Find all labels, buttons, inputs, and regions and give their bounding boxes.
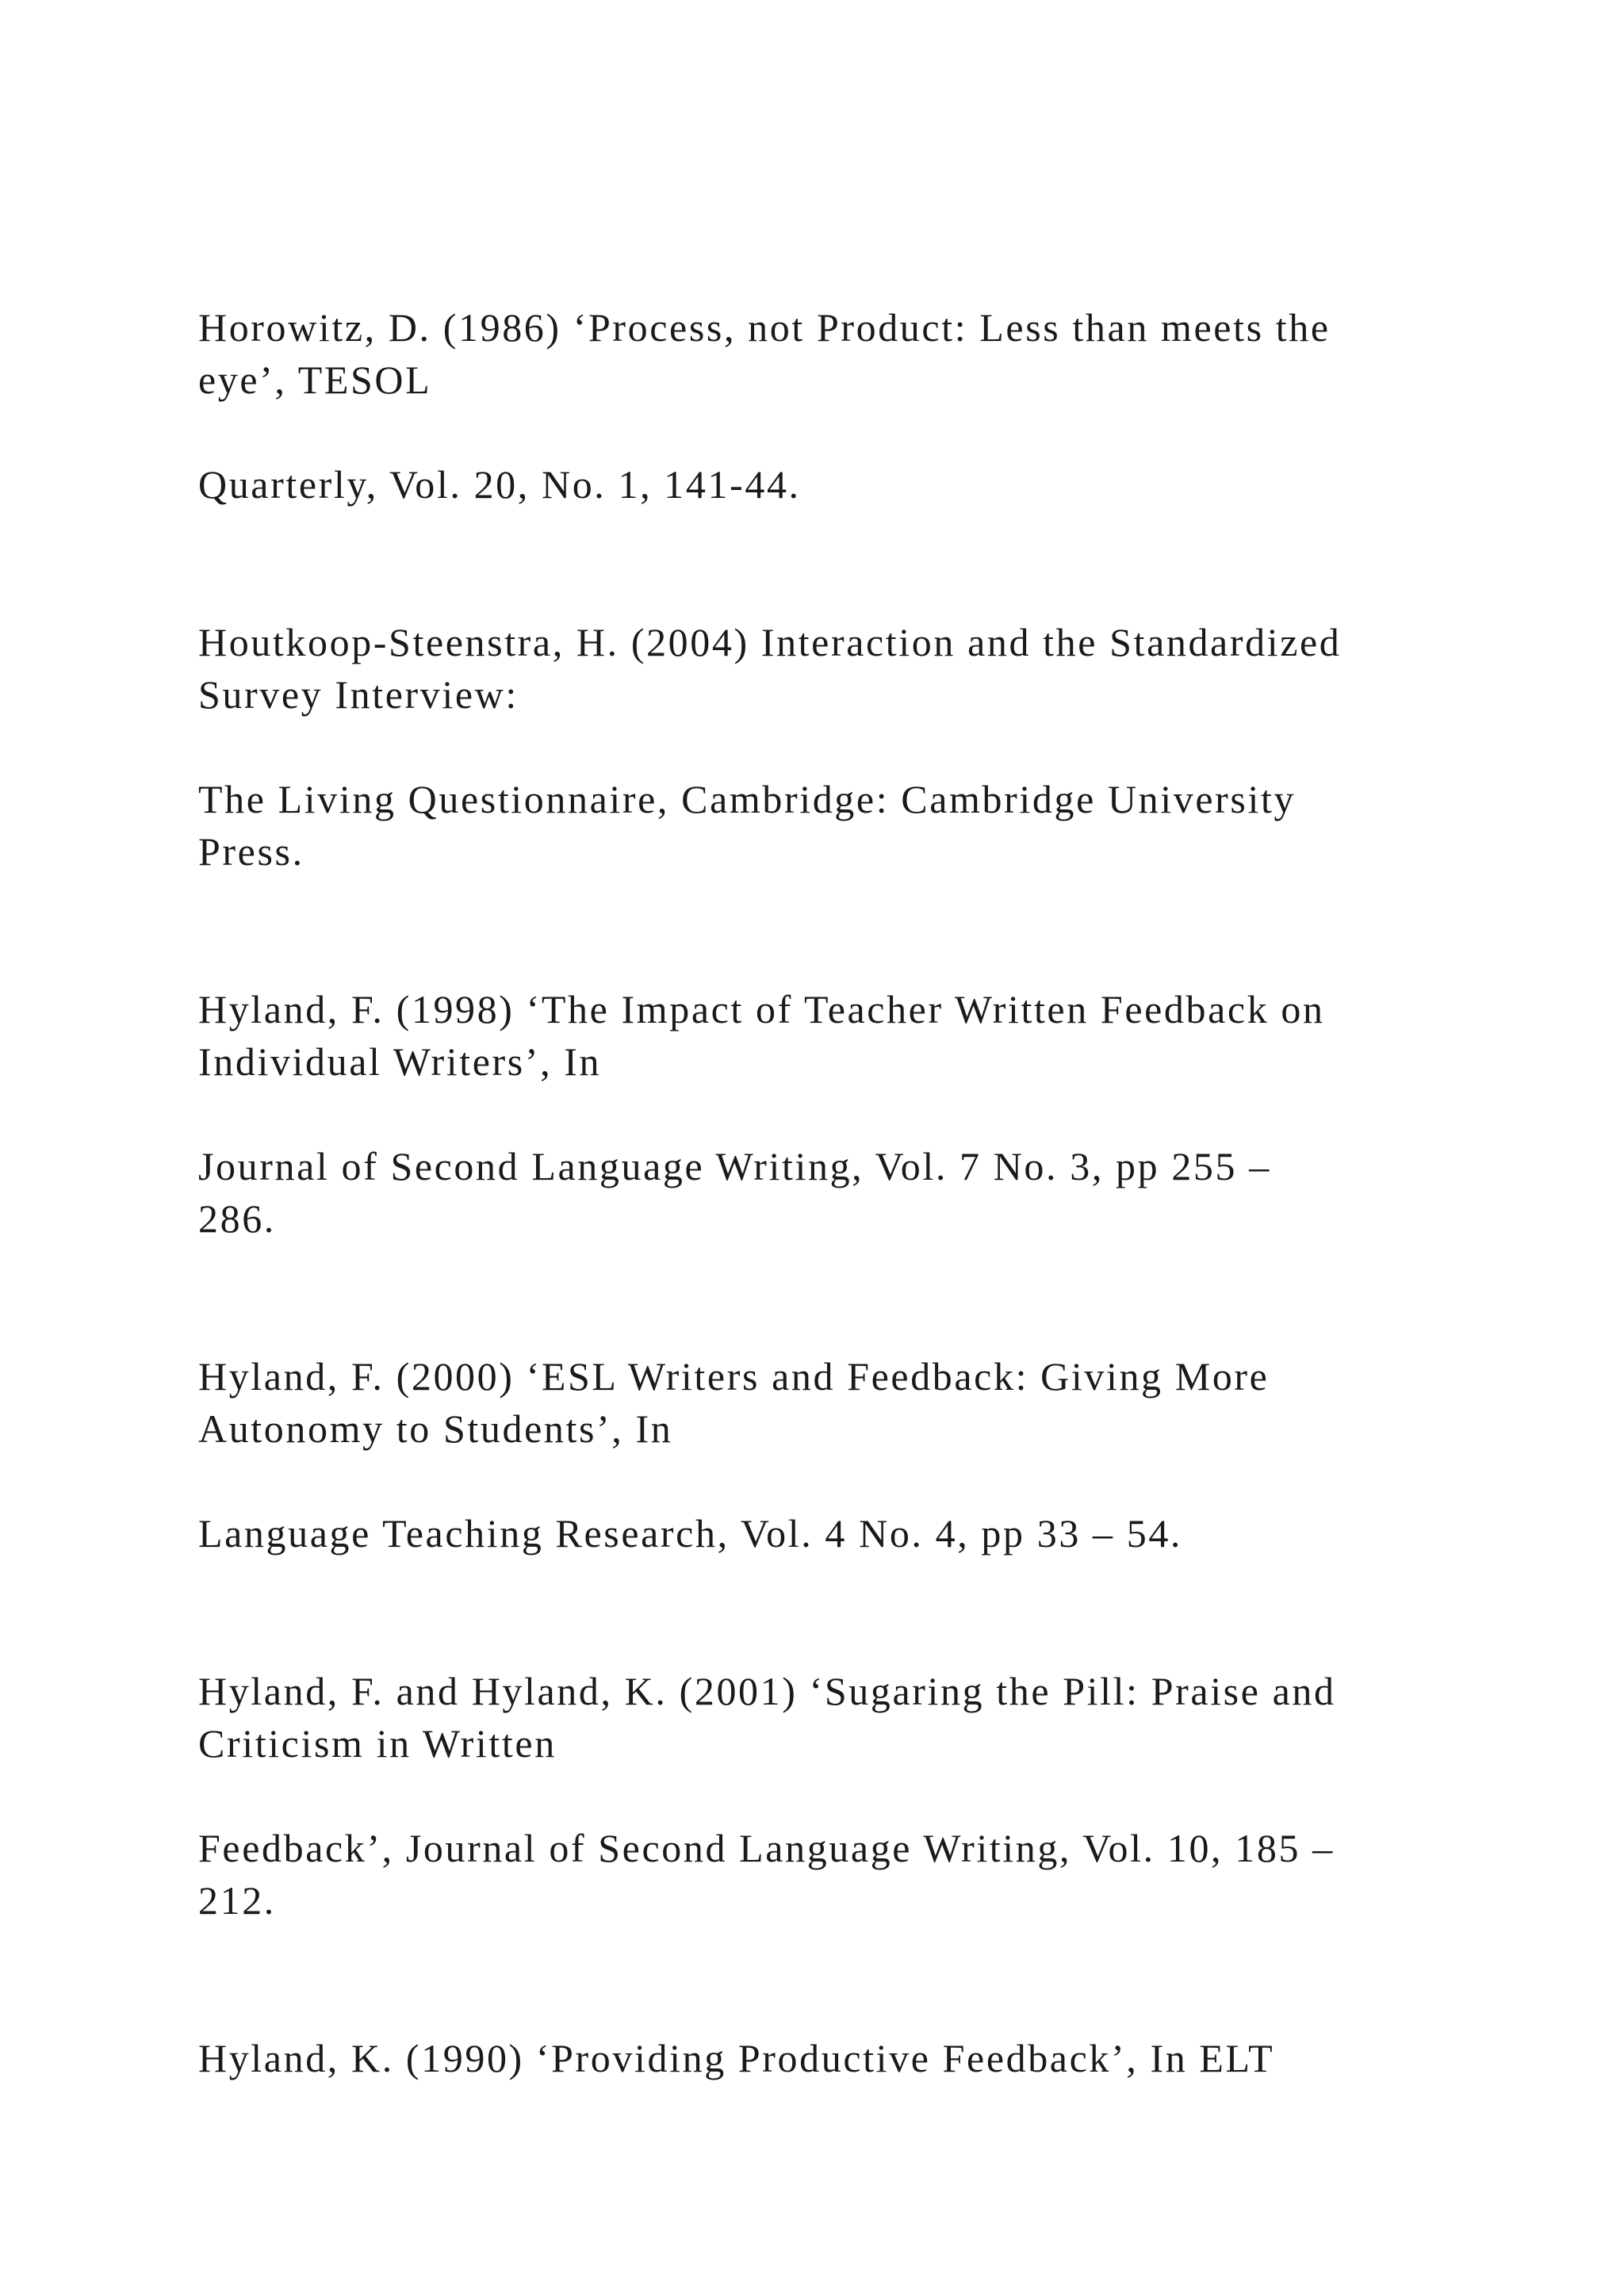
reference-line: Horowitz, D. (1986) ‘Process, not Product: Less than meets the xyxy=(198,305,1331,350)
reference-line: Hyland, F. (2000) ‘ESL Writers and Feedback: Giving More xyxy=(198,1354,1270,1399)
reference-line: Hyland, F. (1998) ‘The Impact of Teacher Written Feedback on xyxy=(198,987,1325,1031)
reference-line: eye’, TESOL xyxy=(198,358,432,402)
reference-line: 212. xyxy=(198,1878,276,1923)
reference-line: Survey Interview: xyxy=(198,672,519,717)
reference-line: The Living Questionnaire, Cambridge: Cambridge University xyxy=(198,777,1297,821)
reference-line: Journal of Second Language Writing, Vol. 7 No. 3, pp 255 – xyxy=(198,1144,1271,1188)
reference-line: Press. xyxy=(198,829,304,874)
reference-line: Hyland, F. and Hyland, K. (2001) ‘Sugaring the Pill: Praise and xyxy=(198,1669,1336,1713)
reference-line: Houtkoop-Steenstra, H. (2004) Interaction and the Standardized xyxy=(198,620,1342,664)
reference-line: Language Teaching Research, Vol. 4 No. 4, pp 33 – 54. xyxy=(198,1511,1183,1556)
reference-line: Quarterly, Vol. 20, No. 1, 141-44. xyxy=(198,462,801,507)
reference-line: Individual Writers’, In xyxy=(198,1039,602,1084)
reference-line: Hyland, K. (1990) ‘Providing Productive Feedback’, In ELT xyxy=(198,2036,1275,2080)
reference-line: Feedback’, Journal of Second Language Writing, Vol. 10, 185 – xyxy=(198,1826,1335,1870)
reference-line: 286. xyxy=(198,1196,276,1241)
reference-line: Autonomy to Students’, In xyxy=(198,1406,673,1451)
reference-line: Criticism in Written xyxy=(198,1721,557,1766)
